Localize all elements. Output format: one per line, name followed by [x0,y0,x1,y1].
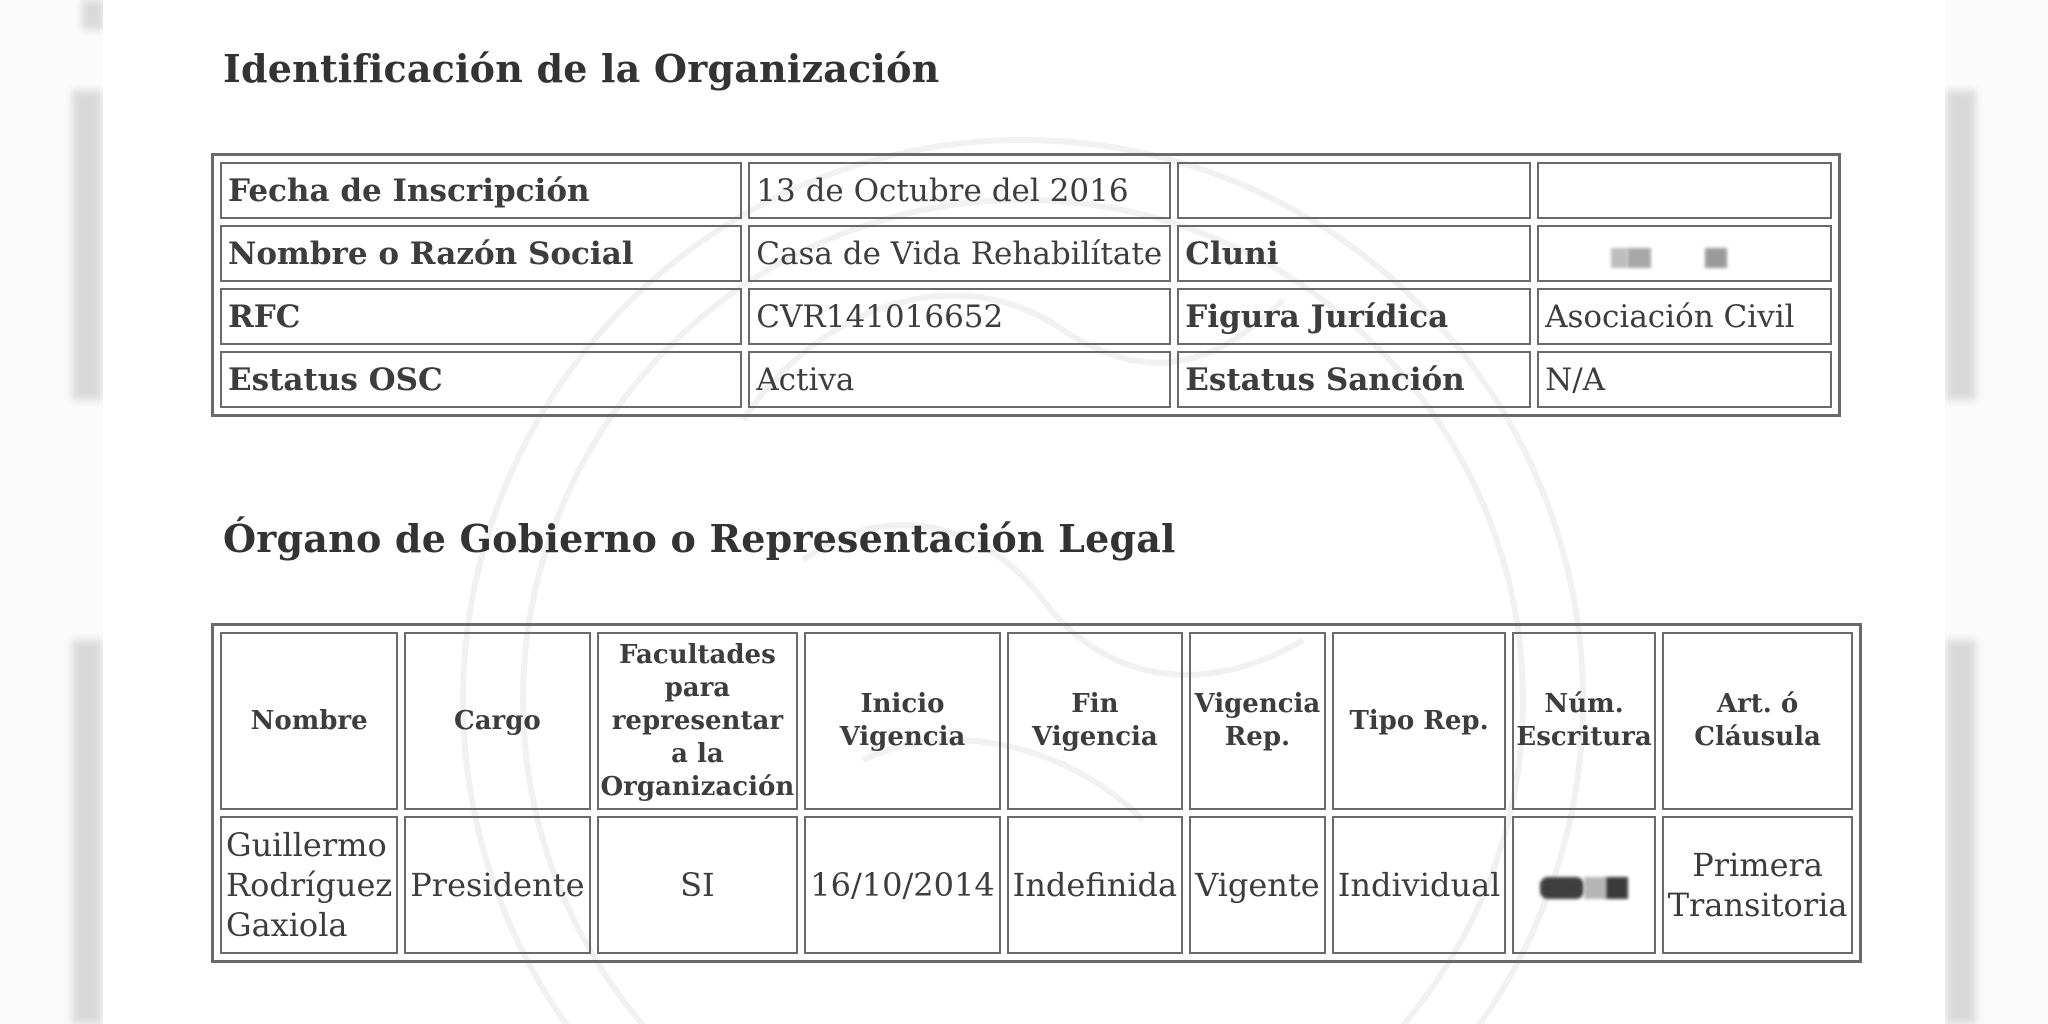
label-estatus-osc: Estatus OSC [220,351,742,408]
label-cluni: Cluni [1177,225,1531,282]
header-art-clausula: Art. ó Cláusula [1662,632,1854,810]
cell-tipo-rep: Individual [1332,816,1507,954]
value-cluni-redacted [1537,225,1832,282]
cell-facultades: SI [597,816,799,954]
cell-num-escritura-redacted [1512,816,1655,954]
table-row [220,351,1832,408]
page-edge [82,0,104,30]
page-edge [1946,640,1976,1024]
header-cargo: Cargo [404,632,590,810]
header-inicio-vigencia: Inicio Vigencia [804,632,1000,810]
table-row [220,225,1832,282]
cell-inicio-vigencia: 16/10/2014 [804,816,1000,954]
cell-vigencia-rep: Vigente [1189,816,1326,954]
cell-art-clausula: Primera Transitoria [1662,816,1854,954]
header-fin-vigencia: Fin Vigencia [1007,632,1183,810]
label-rfc: RFC [220,288,742,345]
page-edge [1946,90,1976,400]
cell-fin-vigencia: Indefinida [1007,816,1183,954]
document-page [103,0,1945,1024]
header-tipo-rep: Tipo Rep. [1332,632,1507,810]
table-row [220,162,1832,219]
section-title-governance: Órgano de Gobierno o Representación Legal [223,516,1176,561]
cell-nombre: Guillermo Rodríguez Gaxiola [220,816,398,954]
header-num-escritura: Núm. Escritura [1512,632,1655,810]
table-row [220,288,1832,345]
cell-cargo: Presidente [404,816,590,954]
label-fecha-inscripcion: Fecha de Inscripción [220,162,742,219]
section-title-identification: Identificación de la Organización [223,46,940,91]
empty-cell [1177,162,1531,219]
value-fecha-inscripcion: 13 de Octubre del 2016 [748,162,1171,219]
identification-table [211,153,1841,417]
table-row [220,816,1853,954]
value-nombre-razon-social: Casa de Vida Rehabilítate [748,225,1171,282]
header-vigencia-rep: Vigencia Rep. [1189,632,1326,810]
page-edge [72,640,102,1024]
label-estatus-sancion: Estatus Sanción [1177,351,1531,408]
empty-cell [1537,162,1832,219]
header-nombre: Nombre [220,632,398,810]
governance-table [211,623,1862,963]
header-facultades: Facultades para representar a la Organización [597,632,799,810]
value-rfc: CVR141016652 [748,288,1171,345]
value-estatus-sancion: N/A [1537,351,1832,408]
value-estatus-osc: Activa [748,351,1171,408]
value-figura-juridica: Asociación Civil [1537,288,1832,345]
page-edge [72,90,102,400]
table-header-row [220,632,1853,810]
label-figura-juridica: Figura Jurídica [1177,288,1531,345]
label-nombre-razon-social: Nombre o Razón Social [220,225,742,282]
redacted-value [1534,873,1634,903]
redacted-value [1545,240,1745,270]
